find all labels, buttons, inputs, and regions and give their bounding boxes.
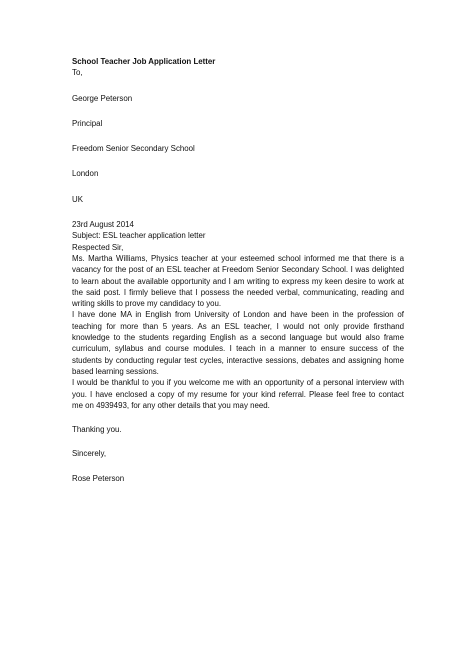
- paragraph-line: teaching for more than 5 years. As an ESL teacher, I would not only provide firsthand: [72, 321, 404, 331]
- paragraph-line: Ms. Martha Williams, Physics teacher at your esteemed school informed me that there is a: [72, 253, 404, 263]
- paragraph-line: the said post. I firmly believe that I possess the needed verbal, communicating, reading and: [72, 287, 404, 297]
- paragraph-line: I have done MA in English from University of London and have been in the profession of: [72, 310, 404, 320]
- letter-body: [72, 56, 404, 484]
- country: UK: [72, 194, 83, 204]
- paragraph-line: to learn about the available opportunity and I am writing to express my keen desire to work at: [72, 276, 404, 286]
- paragraph-line: vacancy for the post of an ESL teacher at Freedom Senior Secondary School. I was delighted: [72, 265, 404, 275]
- recipient-title: Principal: [72, 118, 103, 128]
- paragraph-3: [72, 377, 404, 411]
- paragraph-line: me on 4939493, for any other details that you may need.: [72, 400, 270, 410]
- school-name: Freedom Senior Secondary School: [72, 144, 195, 154]
- paragraph-line: I would be thankful to you if you welcome me with an opportunity of a personal interview with: [72, 378, 404, 388]
- letter-date: 23rd August 2014: [72, 220, 134, 230]
- paragraph-line: based learning sessions.: [72, 366, 159, 376]
- paragraph-line: knowledge to the students regarding English as a second language but would also frame: [72, 333, 404, 343]
- signature-name: Rose Peterson: [72, 473, 125, 483]
- paragraph-line: writing skills to prove my candidacy to you.: [72, 299, 222, 309]
- paragraph-line: you. I have enclosed a copy of my resume for your kind referral. Please feel free to contact: [72, 389, 404, 399]
- letter-subject: Subject: ESL teacher application letter: [72, 231, 206, 241]
- salutation: Respected Sir,: [72, 242, 124, 252]
- paragraph-line: students by conducting regular test cycles, interactive sessions, debates and assigning home: [72, 355, 404, 365]
- letter-title: School Teacher Job Application Letter: [72, 57, 216, 66]
- city: London: [72, 169, 99, 179]
- closing-line: Sincerely,: [72, 449, 107, 459]
- paragraph-line: curriculum, syllabus and course modules. I teach in a manner to ensure success of the: [72, 344, 404, 354]
- paragraph-2: [72, 309, 404, 377]
- to-line: To,: [72, 68, 83, 78]
- paragraph-1: [72, 253, 404, 309]
- thanks-line: Thanking you.: [72, 425, 122, 435]
- recipient-name: George Peterson: [72, 93, 133, 103]
